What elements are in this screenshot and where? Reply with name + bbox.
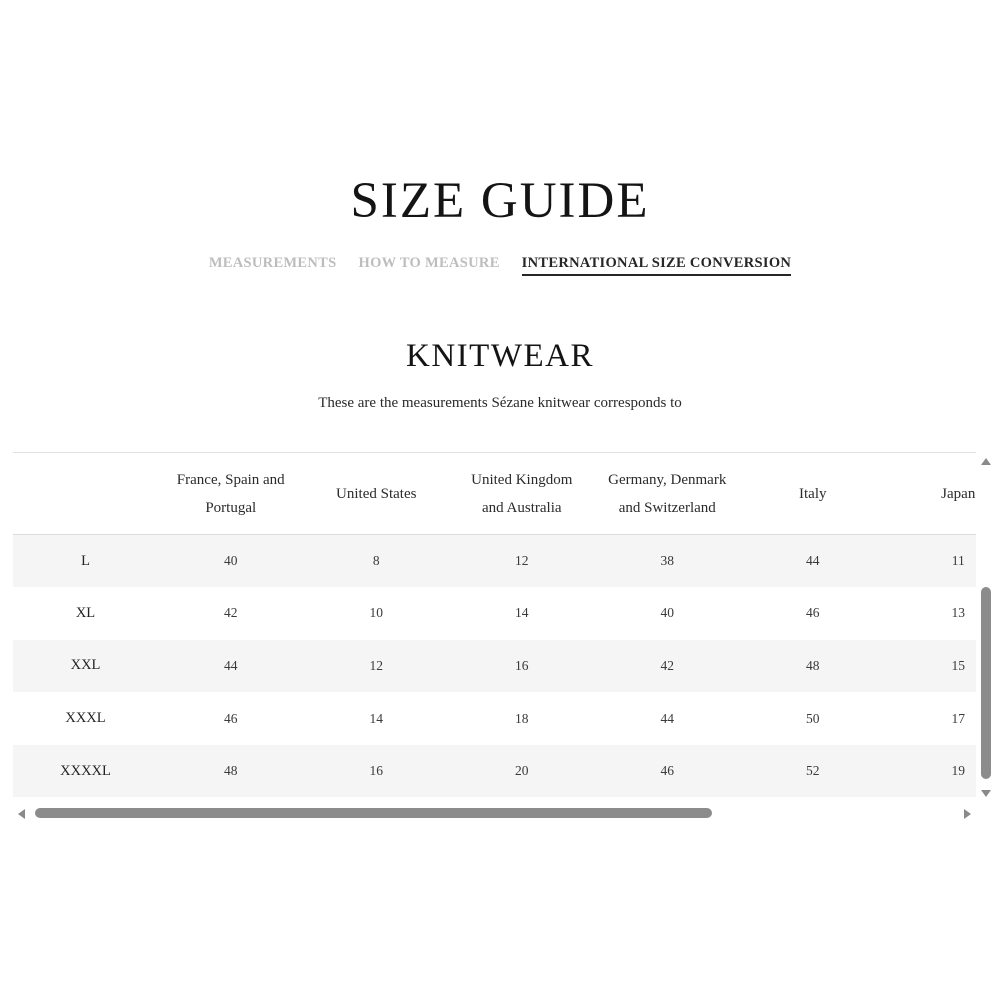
- column-header: Germany, Denmark and Switzerland: [595, 453, 741, 535]
- size-cell: L: [81, 552, 90, 569]
- size-guide-tabs: [0, 255, 1000, 276]
- table-cell: 52: [806, 763, 820, 779]
- table-cell: 12: [369, 657, 383, 673]
- table-row: [13, 692, 976, 745]
- table-cell: 15: [951, 657, 965, 673]
- size-conversion-table: [13, 452, 976, 797]
- section-subtitle: These are the measurements Sézane knitwear corresponds to: [318, 395, 682, 411]
- section-title: KNITWEAR: [406, 338, 594, 374]
- table-cell: 40: [660, 605, 674, 621]
- horizontal-scrollbar[interactable]: [13, 805, 976, 821]
- triangle-up-icon[interactable]: [981, 458, 991, 465]
- table-cell: 40: [224, 553, 238, 569]
- column-header: Japan: [886, 453, 977, 535]
- tab-international-size-conversion[interactable]: INTERNATIONAL SIZE CONVERSION: [522, 255, 792, 276]
- table-cell: 42: [224, 605, 238, 621]
- size-cell: XXL: [70, 657, 101, 674]
- horizontal-scrollbar-thumb[interactable]: [35, 808, 712, 818]
- table-row: [13, 535, 976, 588]
- table-cell: 48: [806, 657, 820, 673]
- tab-measurements[interactable]: MEASUREMENTS: [208, 255, 337, 271]
- size-cell: XXXXL: [60, 762, 111, 779]
- size-table-scroll-area[interactable]: [13, 452, 976, 802]
- tab-how-to-measure[interactable]: HOW TO MEASURE: [358, 255, 500, 271]
- table-cell: 16: [515, 657, 529, 673]
- table-cell: 14: [515, 605, 529, 621]
- triangle-down-icon[interactable]: [981, 790, 991, 797]
- table-cell: 19: [951, 763, 965, 779]
- table-cell: 12: [515, 553, 529, 569]
- table-cell: 14: [369, 710, 383, 726]
- vertical-scrollbar-thumb[interactable]: [981, 587, 991, 779]
- table-cell: 17: [951, 710, 965, 726]
- table-cell: 48: [224, 763, 238, 779]
- page-title: SIZE GUIDE: [350, 173, 650, 229]
- table-row: [13, 745, 976, 798]
- column-header-size: [13, 453, 158, 535]
- column-header: France, Spain and Portugal: [158, 453, 304, 535]
- table-cell: 50: [806, 710, 820, 726]
- table-cell: 11: [951, 553, 965, 569]
- table-cell: 8: [372, 553, 380, 569]
- column-header: United States: [304, 453, 450, 535]
- table-row: [13, 587, 976, 640]
- table-row: [13, 640, 976, 693]
- table-cell: 46: [806, 605, 820, 621]
- column-header: Italy: [740, 453, 886, 535]
- triangle-left-icon[interactable]: [18, 809, 25, 819]
- table-cell: 16: [369, 763, 383, 779]
- table-cell: 13: [951, 605, 965, 621]
- table-cell: 42: [660, 657, 674, 673]
- table-cell: 44: [224, 657, 238, 673]
- column-header: United Kingdom and Australia: [449, 453, 595, 535]
- table-cell: 46: [224, 710, 238, 726]
- table-cell: 46: [660, 763, 674, 779]
- vertical-scrollbar[interactable]: [979, 455, 993, 800]
- size-cell: XL: [75, 604, 96, 621]
- table-cell: 18: [515, 710, 529, 726]
- table-cell: 44: [806, 553, 820, 569]
- table-cell: 38: [660, 553, 674, 569]
- size-cell: XXXL: [65, 710, 106, 727]
- table-cell: 10: [369, 605, 383, 621]
- table-header-row: [13, 453, 976, 535]
- table-cell: 44: [660, 710, 674, 726]
- table-cell: 20: [515, 763, 529, 779]
- triangle-right-icon[interactable]: [964, 809, 971, 819]
